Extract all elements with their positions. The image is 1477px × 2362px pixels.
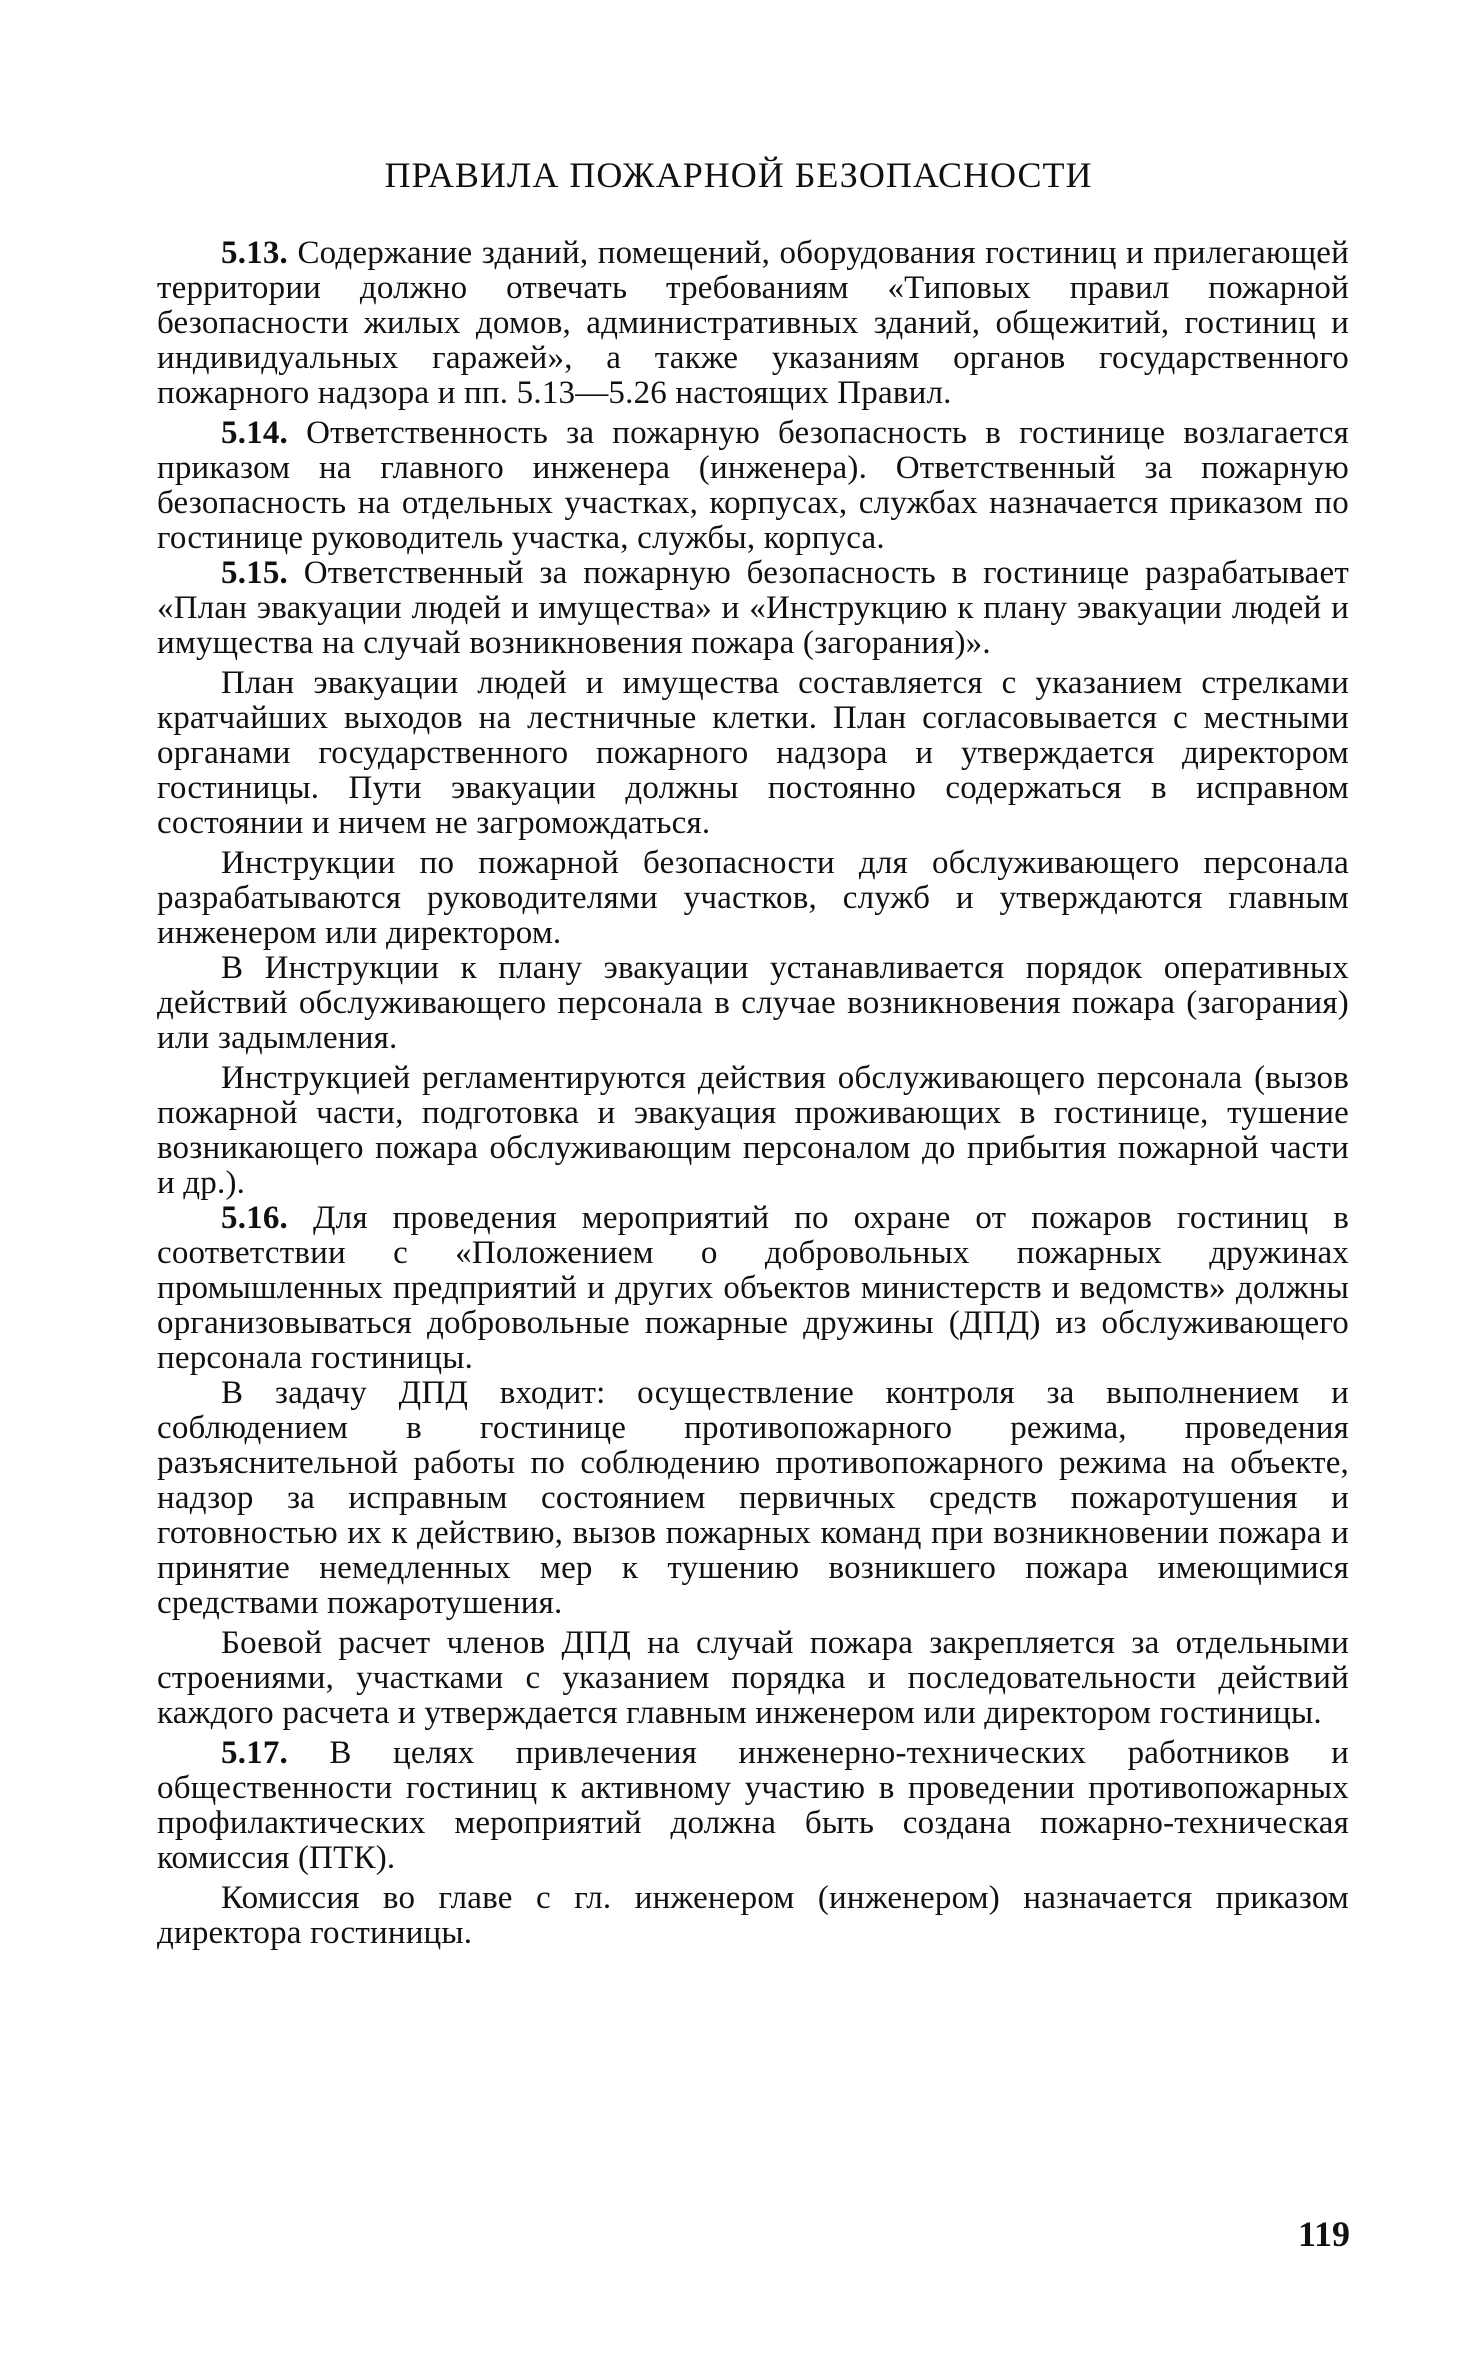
paragraph-text: В Инструкции к плану эвакуации устанавливается порядок оперативных действий обслуживающего персонала в случае возникновения пожара (загорания) или задымления.	[157, 950, 1349, 1056]
paragraph-combat-crew	[157, 1626, 1349, 1731]
clause-number: 5.13.	[221, 235, 288, 271]
paragraph-staff-actions	[157, 1061, 1349, 1201]
paragraph-text: Ответственный за пожарную безопасность в гостинице разрабатывает «План эвакуации людей и имущества» и «Инструкцию к плану эвакуации людей и имущества на случай возникновения пожара (загорания)».	[157, 555, 1349, 661]
paragraph-text: В целях привлечения инженерно-технических работников и общественности гостиниц к активному участию в проведении противопожарных профилактических мероприятий должна быть создана пожарно-техническая комиссия (ПТК).	[157, 1735, 1349, 1876]
paragraph-text: Комиссия во главе с гл. инженером (инженером) назначается приказом директора гостиницы.	[157, 1880, 1349, 1951]
page-number: 119	[1297, 2214, 1350, 2254]
paragraph-5-16	[157, 1201, 1349, 1376]
paragraph-fire-instructions	[157, 846, 1349, 951]
paragraph-text: В задачу ДПД входит: осуществление контроля за выполнением и соблюдением в гостинице противопожарного режима, проведения разъяснительной работы по соблюдению противопожарного режима на объекте, надзор за исправным состоянием первичных средств пожаротушения и готовностью их к действию, вызов пожарных команд при возникновении пожара и принятие немедленных мер к тушению возникшего пожара имеющимися средствами пожаротушения.	[157, 1375, 1349, 1621]
clause-number: 5.17.	[221, 1735, 288, 1771]
paragraph-text: Инструкции по пожарной безопасности для обслуживающего персонала разрабатываются руководителями участков, служб и утверждаются главным инженером или директором.	[157, 845, 1349, 951]
paragraph-dpd-tasks	[157, 1376, 1349, 1621]
paragraph-5-15	[157, 556, 1349, 661]
paragraph-text: План эвакуации людей и имущества составляется с указанием стрелками кратчайших выходов на лестничные клетки. План согласовывается с местными органами государственного пожарного надзора и утверждается директором гостиницы. Пути эвакуации должны постоянно содержаться в исправном состоянии и ничем не загромождаться.	[157, 665, 1349, 841]
clause-number: 5.16.	[221, 1200, 288, 1236]
paragraph-text: Ответственность за пожарную безопасность в гостинице возлагается приказом на главного инженера (инженера). Ответственный за пожарную безопасность на отдельных участках, корпусах, службах назначается приказом по гостинице руководитель участка, службы, корпуса.	[157, 415, 1349, 556]
clause-number: 5.14.	[221, 415, 288, 451]
paragraph-5-14	[157, 416, 1349, 556]
paragraph-5-13	[157, 236, 1349, 411]
body-text	[157, 236, 1349, 1951]
clause-number: 5.15.	[221, 555, 288, 591]
paragraph-text: Для проведения мероприятий по охране от пожаров гостиниц в соответствии с «Положением о добровольных пожарных дружинах промышленных предприятий и других объектов министерств и ведомств» должны организовываться добровольные пожарные дружины (ДПД) из обслуживающего персонала гостиницы.	[157, 1200, 1349, 1376]
paragraph-text: Боевой расчет членов ДПД на случай пожара закрепляется за отдельными строениями, участками с указанием порядка и последовательности действий каждого расчета и утверждается главным инженером или директором гостиницы.	[157, 1625, 1349, 1731]
paragraph-evacuation-plan	[157, 666, 1349, 841]
paragraph-text: Инструкцией регламентируются действия обслуживающего персонала (вызов пожарной части, подготовка и эвакуация проживающих в гостинице, тушение возникающего пожара обслуживающим персоналом до прибытия пожарной части и др.).	[157, 1060, 1349, 1201]
paragraph-5-17	[157, 1736, 1349, 1876]
paragraph-text: Содержание зданий, помещений, оборудования гостиниц и прилегающей территории должно отвечать требованиям «Типовых правил пожарной безопасности жилых домов, административных зданий, общежитий, гостиниц и индивидуальных гаражей», а также указаниям органов государственного пожарного надзора и пп. 5.13—5.26 настоящих Правил.	[157, 235, 1350, 411]
running-header: ПРАВИЛА ПОЖАРНОЙ БЕЗОПАСНОСТИ	[384, 155, 1093, 195]
paragraph-evacuation-instruction	[157, 951, 1349, 1056]
paragraph-commission	[157, 1881, 1349, 1951]
